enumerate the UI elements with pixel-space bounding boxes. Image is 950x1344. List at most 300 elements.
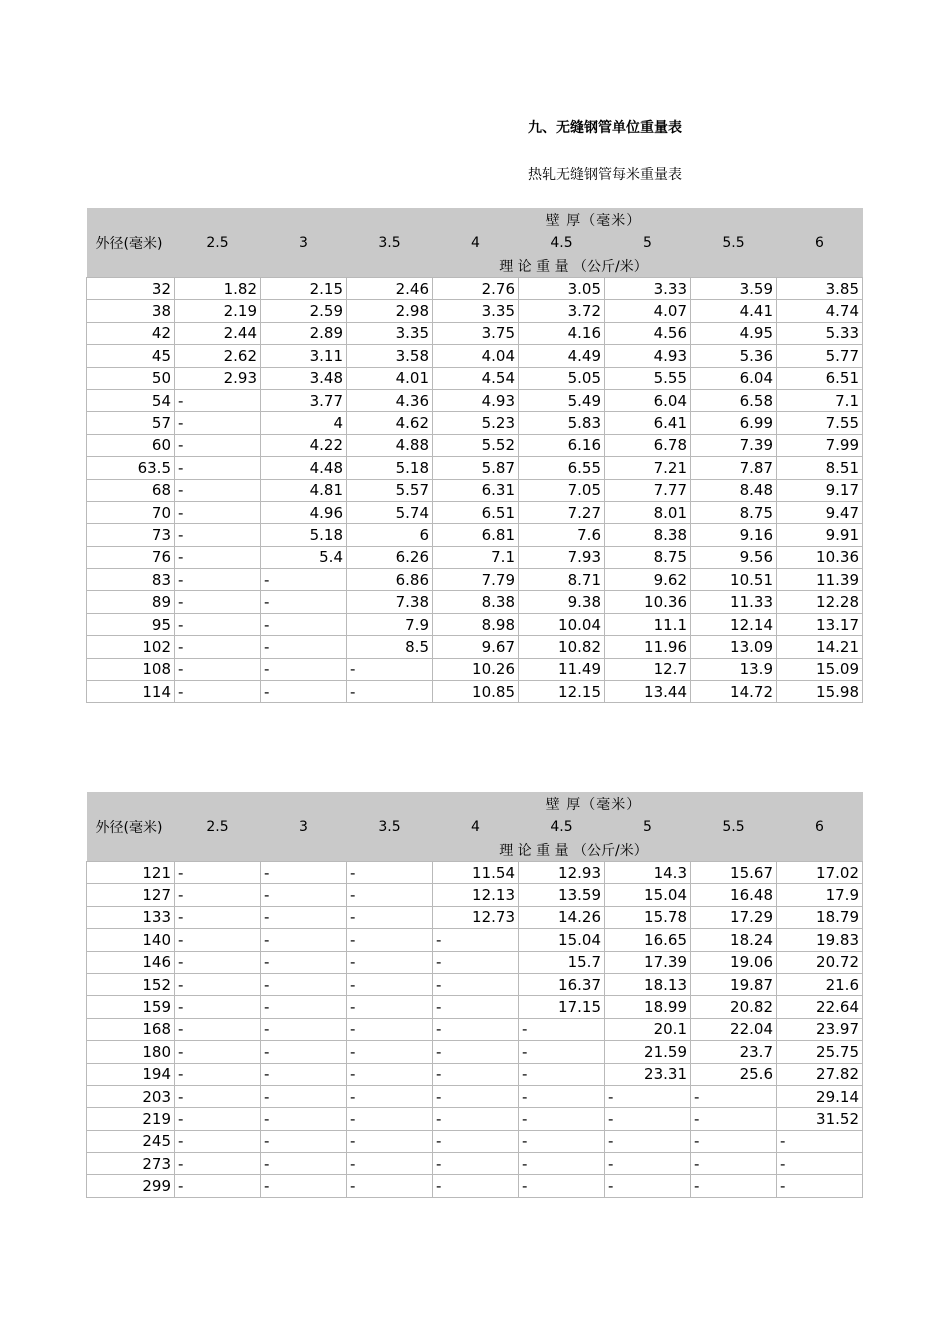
weight-cell: 22.04	[691, 1018, 777, 1040]
weight-cell: -	[261, 1018, 347, 1040]
weight-cell: 3.59	[691, 278, 777, 300]
weight-cell: 6.55	[519, 457, 605, 479]
weight-cell: 4.01	[347, 367, 433, 389]
weight-cell: 9.17	[777, 479, 863, 501]
thickness-header: 5	[605, 815, 691, 838]
weight-cell: -	[691, 1153, 777, 1175]
table-row	[87, 591, 863, 613]
weight-cell: -	[175, 457, 261, 479]
weight-cell: 7.21	[605, 457, 691, 479]
table-row	[87, 546, 863, 568]
weight-cell: -	[347, 658, 433, 680]
weight-cell: -	[691, 1085, 777, 1107]
weight-cell: 6.04	[605, 389, 691, 411]
outer-diameter-cell: 159	[87, 996, 175, 1018]
weight-cell: -	[519, 1041, 605, 1063]
weight-cell: 6.04	[691, 367, 777, 389]
weight-cell: -	[261, 951, 347, 973]
weight-cell: -	[347, 1108, 433, 1130]
weight-cell: -	[605, 1108, 691, 1130]
weight-cell: 8.38	[605, 524, 691, 546]
weight-cell: 5.87	[433, 457, 519, 479]
weight-cell: 10.36	[777, 546, 863, 568]
table-row	[87, 1130, 863, 1152]
weight-table-2	[86, 792, 863, 1198]
weight-cell: 11.1	[605, 613, 691, 635]
weight-cell: -	[261, 884, 347, 906]
weight-cell: 20.82	[691, 996, 777, 1018]
weight-cell: -	[605, 1175, 691, 1197]
weight-cell: -	[777, 1175, 863, 1197]
weight-cell: 15.98	[777, 681, 863, 703]
weight-cell: 27.82	[777, 1063, 863, 1085]
weight-cell: 6.86	[347, 569, 433, 591]
weight-cell: 7.1	[433, 546, 519, 568]
weight-cell: -	[433, 1085, 519, 1107]
weight-cell: 2.76	[433, 278, 519, 300]
weight-cell: 4.48	[261, 457, 347, 479]
table-row	[87, 636, 863, 658]
weight-cell: -	[777, 1130, 863, 1152]
weight-cell: 2.46	[347, 278, 433, 300]
table-row	[87, 367, 863, 389]
weight-cell: 5.74	[347, 501, 433, 523]
thickness-header: 5.5	[691, 815, 777, 838]
outer-diameter-cell: 180	[87, 1041, 175, 1063]
outer-diameter-cell: 95	[87, 613, 175, 635]
weight-cell: -	[261, 973, 347, 995]
weight-cell: 5.18	[261, 524, 347, 546]
table-row	[87, 457, 863, 479]
weight-cell: -	[261, 681, 347, 703]
weight-cell: 4.54	[433, 367, 519, 389]
weight-cell: -	[175, 546, 261, 568]
table-body	[87, 278, 863, 703]
outer-diameter-cell: 140	[87, 929, 175, 951]
weight-cell: -	[261, 658, 347, 680]
weight-cell: 3.75	[433, 322, 519, 344]
outer-diameter-cell: 133	[87, 906, 175, 928]
weight-cell: 5.4	[261, 546, 347, 568]
weight-cell: 4.81	[261, 479, 347, 501]
outer-diameter-cell: 89	[87, 591, 175, 613]
weight-cell: 19.87	[691, 973, 777, 995]
thickness-header: 4.5	[519, 815, 605, 838]
weight-cell: -	[175, 524, 261, 546]
weight-cell: 17.39	[605, 951, 691, 973]
weight-cell: 4.49	[519, 345, 605, 367]
weight-cell: 12.15	[519, 681, 605, 703]
weight-cell: 18.79	[777, 906, 863, 928]
weight-cell: -	[347, 973, 433, 995]
weight-cell: 13.9	[691, 658, 777, 680]
weight-cell: -	[433, 1063, 519, 1085]
weight-cell: 6.31	[433, 479, 519, 501]
table-row	[87, 278, 863, 300]
table-row	[87, 906, 863, 928]
weight-cell: -	[261, 1041, 347, 1063]
weight-cell: 17.9	[777, 884, 863, 906]
weight-cell: -	[433, 996, 519, 1018]
weight-cell: -	[261, 906, 347, 928]
weight-cell: 6	[347, 524, 433, 546]
weight-cell: 4.56	[605, 322, 691, 344]
weight-cell: 23.7	[691, 1041, 777, 1063]
weight-cell: -	[261, 636, 347, 658]
weight-cell: -	[347, 996, 433, 1018]
outer-diameter-cell: 38	[87, 300, 175, 322]
table-row	[87, 479, 863, 501]
table-row	[87, 1153, 863, 1175]
thickness-header: 2.5	[175, 231, 261, 254]
weight-cell: -	[261, 929, 347, 951]
weight-cell: -	[519, 1018, 605, 1040]
weight-cell: -	[175, 1063, 261, 1085]
outer-diameter-cell: 108	[87, 658, 175, 680]
thickness-header: 6	[777, 815, 863, 838]
outer-diameter-cell: 146	[87, 951, 175, 973]
weight-cell: 11.49	[519, 658, 605, 680]
weight-cell: -	[347, 951, 433, 973]
weight-cell: -	[175, 929, 261, 951]
outer-diameter-cell: 50	[87, 367, 175, 389]
weight-cell: -	[433, 1041, 519, 1063]
weight-cell: 2.62	[175, 345, 261, 367]
weight-cell: 2.19	[175, 300, 261, 322]
weight-cell: -	[175, 862, 261, 884]
weight-cell: 12.7	[605, 658, 691, 680]
weight-cell: 19.83	[777, 929, 863, 951]
weight-cell: 19.06	[691, 951, 777, 973]
table-header	[87, 792, 863, 862]
weight-cell: 5.83	[519, 412, 605, 434]
page-title: 九、无缝钢管单位重量表	[528, 120, 682, 136]
thickness-header: 6	[777, 231, 863, 254]
thickness-header: 3.5	[347, 815, 433, 838]
table-row	[87, 929, 863, 951]
weight-cell: 2.98	[347, 300, 433, 322]
weight-cell: -	[175, 884, 261, 906]
table-row	[87, 1085, 863, 1107]
weight-cell: 21.59	[605, 1041, 691, 1063]
weight-cell: 8.48	[691, 479, 777, 501]
weight-cell: -	[175, 658, 261, 680]
weight-cell: 5.36	[691, 345, 777, 367]
weight-cell: 6.58	[691, 389, 777, 411]
weight-cell: 18.99	[605, 996, 691, 1018]
weight-cell: 21.6	[777, 973, 863, 995]
weight-cell: -	[347, 1130, 433, 1152]
outer-diameter-cell: 57	[87, 412, 175, 434]
table-row	[87, 658, 863, 680]
weight-cell: -	[261, 1063, 347, 1085]
weight-cell: 18.13	[605, 973, 691, 995]
od-header: 外径(毫米)	[87, 792, 175, 862]
weight-cell: 4.41	[691, 300, 777, 322]
table-row	[87, 973, 863, 995]
weight-cell: 11.54	[433, 862, 519, 884]
weight-cell: -	[175, 1108, 261, 1130]
weight-cell: 18.24	[691, 929, 777, 951]
outer-diameter-cell: 45	[87, 345, 175, 367]
table-row	[87, 300, 863, 322]
weight-cell: -	[347, 1063, 433, 1085]
weight-cell: 17.29	[691, 906, 777, 928]
weight-cell: 7.99	[777, 434, 863, 456]
weight-cell: 7.38	[347, 591, 433, 613]
weight-cell: 7.1	[777, 389, 863, 411]
table-row	[87, 434, 863, 456]
weight-cell: -	[175, 1153, 261, 1175]
weight-cell: -	[175, 591, 261, 613]
weight-cell: 7.93	[519, 546, 605, 568]
weight-cell: -	[175, 412, 261, 434]
weight-cell: 4.22	[261, 434, 347, 456]
weight-cell: 4.74	[777, 300, 863, 322]
thickness-header: 2.5	[175, 815, 261, 838]
weight-cell: 3.33	[605, 278, 691, 300]
weight-cell: 4	[261, 412, 347, 434]
weight-cell: -	[519, 1175, 605, 1197]
weight-cell: 10.85	[433, 681, 519, 703]
weight-cell: 12.14	[691, 613, 777, 635]
weight-cell: 12.28	[777, 591, 863, 613]
weight-cell: -	[433, 973, 519, 995]
table-row	[87, 1063, 863, 1085]
weight-cell: 7.39	[691, 434, 777, 456]
weight-cell: -	[519, 1108, 605, 1130]
weight-cell: -	[175, 951, 261, 973]
weight-cell: 13.59	[519, 884, 605, 906]
outer-diameter-cell: 219	[87, 1108, 175, 1130]
thickness-header: 4	[433, 231, 519, 254]
weight-cell: 3.05	[519, 278, 605, 300]
weight-cell: -	[347, 1175, 433, 1197]
weight-cell: -	[519, 1153, 605, 1175]
weight-cell: -	[175, 1018, 261, 1040]
weight-cell: 6.81	[433, 524, 519, 546]
weight-cell: 14.72	[691, 681, 777, 703]
weight-cell: -	[605, 1130, 691, 1152]
outer-diameter-cell: 273	[87, 1153, 175, 1175]
weight-cell: 8.5	[347, 636, 433, 658]
weight-cell: 6.41	[605, 412, 691, 434]
table-row	[87, 884, 863, 906]
weight-cell: 4.93	[605, 345, 691, 367]
weight-cell: 7.79	[433, 569, 519, 591]
weight-cell: 14.26	[519, 906, 605, 928]
weight-cell: 4.16	[519, 322, 605, 344]
weight-cell: -	[175, 636, 261, 658]
weight-cell: 22.64	[777, 996, 863, 1018]
weight-cell: 20.1	[605, 1018, 691, 1040]
weight-cell: 8.71	[519, 569, 605, 591]
outer-diameter-cell: 32	[87, 278, 175, 300]
thickness-header: 3	[261, 231, 347, 254]
weight-cell: -	[691, 1175, 777, 1197]
weight-cell: 15.78	[605, 906, 691, 928]
weight-cell: 6.26	[347, 546, 433, 568]
weight-cell: 5.23	[433, 412, 519, 434]
weight-cell: 5.55	[605, 367, 691, 389]
table-row	[87, 613, 863, 635]
thickness-header: 5	[605, 231, 691, 254]
weight-cell: 3.85	[777, 278, 863, 300]
weight-cell: -	[347, 1018, 433, 1040]
weight-cell: 5.77	[777, 345, 863, 367]
weight-cell: 9.16	[691, 524, 777, 546]
weight-cell: -	[347, 1153, 433, 1175]
weight-cell: -	[605, 1153, 691, 1175]
weight-cell: -	[347, 906, 433, 928]
outer-diameter-cell: 68	[87, 479, 175, 501]
outer-diameter-cell: 114	[87, 681, 175, 703]
thickness-header: 3.5	[347, 231, 433, 254]
weight-cell: -	[519, 1085, 605, 1107]
weight-cell: -	[433, 1130, 519, 1152]
weight-cell: 8.98	[433, 613, 519, 635]
weight-cell: -	[175, 569, 261, 591]
weight-cell: 5.52	[433, 434, 519, 456]
weight-cell: 4.04	[433, 345, 519, 367]
weight-cell: 8.38	[433, 591, 519, 613]
wall-thickness-header: 壁 厚（毫米）	[519, 208, 863, 231]
weight-cell: 4.95	[691, 322, 777, 344]
weight-cell: -	[777, 1153, 863, 1175]
weight-cell: -	[261, 1108, 347, 1130]
weight-cell: 13.17	[777, 613, 863, 635]
weight-cell: -	[175, 906, 261, 928]
weight-cell: -	[347, 1041, 433, 1063]
weight-cell: 23.97	[777, 1018, 863, 1040]
weight-cell: 4.62	[347, 412, 433, 434]
weight-cell: 6.51	[777, 367, 863, 389]
weight-cell: 8.01	[605, 501, 691, 523]
weight-cell: 3.48	[261, 367, 347, 389]
outer-diameter-cell: 127	[87, 884, 175, 906]
weight-cell: -	[605, 1085, 691, 1107]
weight-cell: 6.51	[433, 501, 519, 523]
weight-cell: 16.48	[691, 884, 777, 906]
weight-cell: 12.13	[433, 884, 519, 906]
thickness-header: 5.5	[691, 231, 777, 254]
weight-cell: -	[175, 1041, 261, 1063]
table-row	[87, 1018, 863, 1040]
weight-cell: 5.33	[777, 322, 863, 344]
weight-cell: 3.11	[261, 345, 347, 367]
weight-cell: 11.96	[605, 636, 691, 658]
outer-diameter-cell: 54	[87, 389, 175, 411]
weight-cell: -	[261, 569, 347, 591]
weight-table-1	[86, 208, 863, 703]
weight-cell: -	[347, 929, 433, 951]
weight-cell: -	[175, 1175, 261, 1197]
outer-diameter-cell: 73	[87, 524, 175, 546]
outer-diameter-cell: 152	[87, 973, 175, 995]
weight-cell: -	[261, 591, 347, 613]
outer-diameter-cell: 245	[87, 1130, 175, 1152]
table-header	[87, 208, 863, 278]
weight-cell: 12.93	[519, 862, 605, 884]
table-row	[87, 951, 863, 973]
outer-diameter-cell: 194	[87, 1063, 175, 1085]
outer-diameter-cell: 83	[87, 569, 175, 591]
weight-cell: 15.09	[777, 658, 863, 680]
weight-cell: 11.39	[777, 569, 863, 591]
weight-cell: -	[433, 1175, 519, 1197]
weight-cell: 7.77	[605, 479, 691, 501]
weight-cell: 16.37	[519, 973, 605, 995]
outer-diameter-cell: 203	[87, 1085, 175, 1107]
table-row	[87, 389, 863, 411]
weight-cell: -	[519, 1063, 605, 1085]
outer-diameter-cell: 42	[87, 322, 175, 344]
weight-cell: 5.05	[519, 367, 605, 389]
weight-cell: 13.09	[691, 636, 777, 658]
weight-cell: 14.3	[605, 862, 691, 884]
table-row	[87, 862, 863, 884]
table-row	[87, 681, 863, 703]
weight-cell: -	[261, 862, 347, 884]
weight-cell: 10.26	[433, 658, 519, 680]
thickness-header: 4	[433, 815, 519, 838]
weight-cell: 31.52	[777, 1108, 863, 1130]
weight-cell: -	[691, 1108, 777, 1130]
weight-cell: -	[691, 1130, 777, 1152]
weight-cell: 9.47	[777, 501, 863, 523]
table-row	[87, 501, 863, 523]
table-row	[87, 524, 863, 546]
weight-cell: 4.88	[347, 434, 433, 456]
weight-cell: 25.6	[691, 1063, 777, 1085]
weight-cell: -	[433, 929, 519, 951]
weight-cell: -	[175, 973, 261, 995]
weight-cell: -	[347, 681, 433, 703]
od-header: 外径(毫米)	[87, 208, 175, 278]
weight-cell: 23.31	[605, 1063, 691, 1085]
weight-cell: 9.67	[433, 636, 519, 658]
outer-diameter-cell: 63.5	[87, 457, 175, 479]
weight-cell: -	[175, 1085, 261, 1107]
weight-cell: 5.18	[347, 457, 433, 479]
weight-cell: 2.59	[261, 300, 347, 322]
weight-cell: -	[175, 681, 261, 703]
table-row	[87, 569, 863, 591]
weight-cell: 17.15	[519, 996, 605, 1018]
weight-cell: 7.87	[691, 457, 777, 479]
thickness-header: 4.5	[519, 231, 605, 254]
thickness-header: 3	[261, 815, 347, 838]
table-body	[87, 862, 863, 1198]
weight-cell: 9.91	[777, 524, 863, 546]
weight-cell: 7.6	[519, 524, 605, 546]
weight-cell: 16.65	[605, 929, 691, 951]
weight-cell: 8.75	[691, 501, 777, 523]
weight-cell: -	[175, 389, 261, 411]
outer-diameter-cell: 70	[87, 501, 175, 523]
weight-cell: -	[175, 1130, 261, 1152]
weight-cell: 10.51	[691, 569, 777, 591]
weight-cell: 15.04	[519, 929, 605, 951]
outer-diameter-cell: 168	[87, 1018, 175, 1040]
weight-cell: 9.38	[519, 591, 605, 613]
weight-cell: 7.05	[519, 479, 605, 501]
weight-cell: 6.99	[691, 412, 777, 434]
table-row	[87, 322, 863, 344]
weight-cell: 10.04	[519, 613, 605, 635]
weight-cell: 11.33	[691, 591, 777, 613]
weight-cell: 7.27	[519, 501, 605, 523]
